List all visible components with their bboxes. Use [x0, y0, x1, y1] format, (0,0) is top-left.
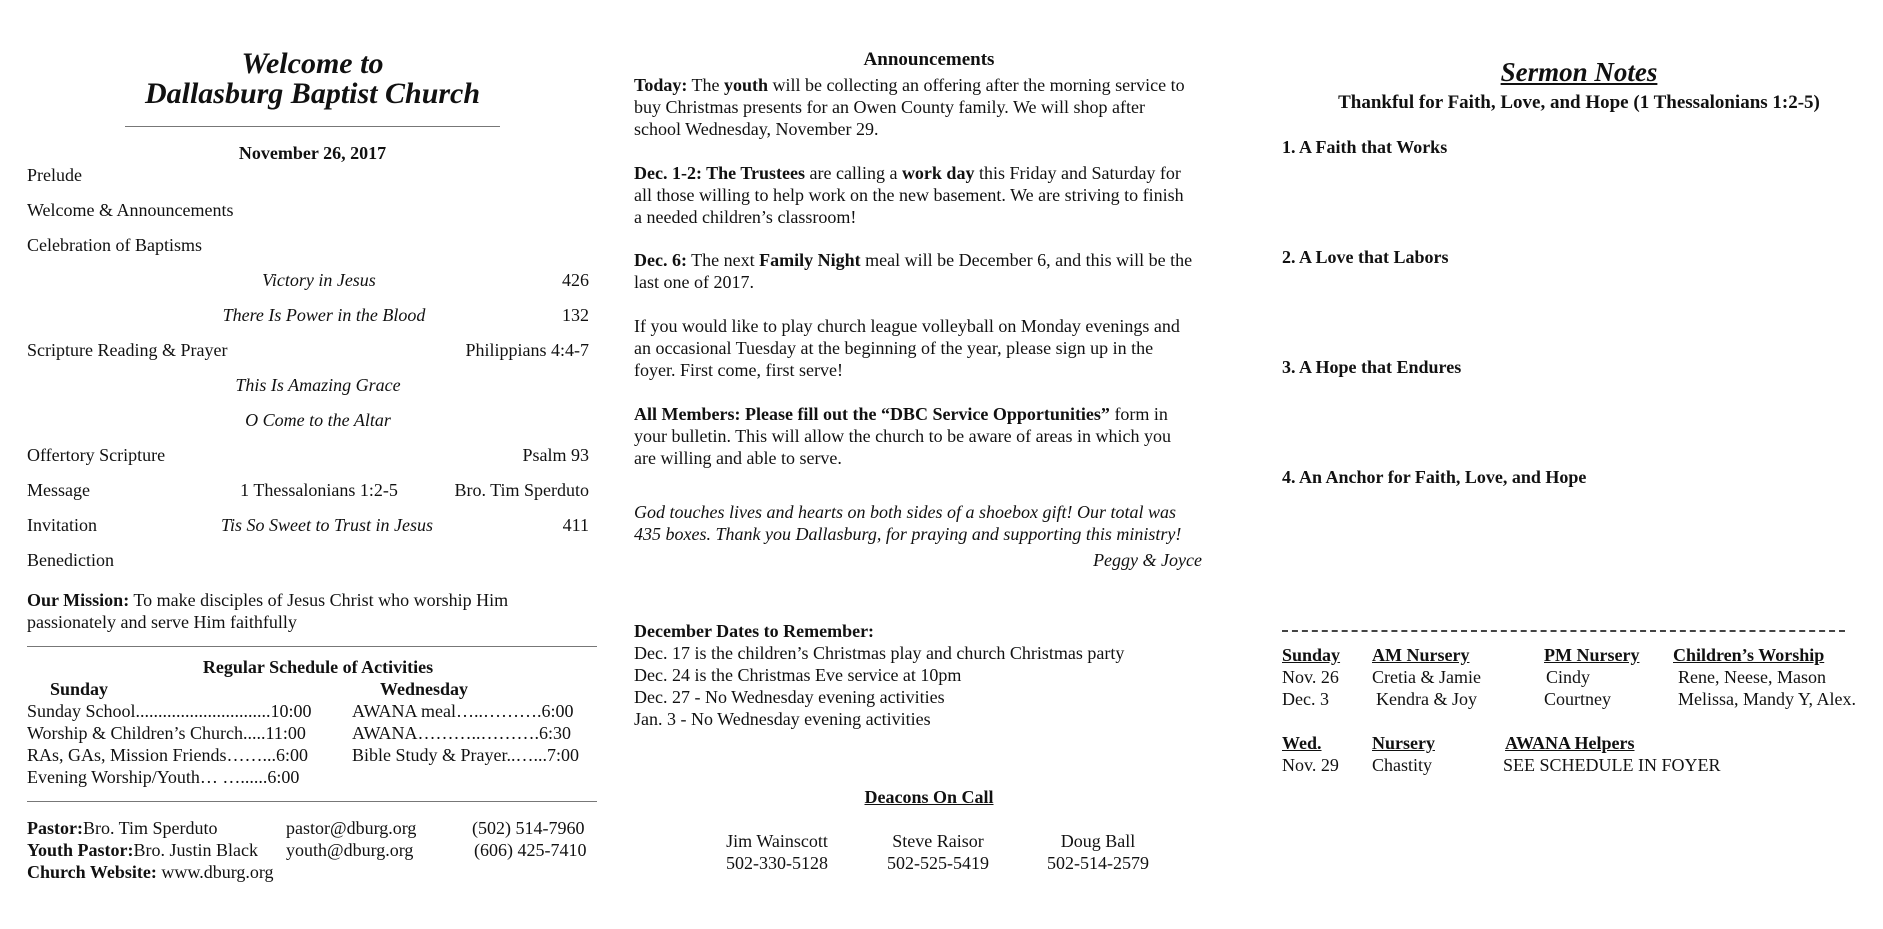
- schedule-item: Worship & Children’s Church.....11:00: [27, 723, 306, 743]
- sermon-subtitle: Thankful for Faith, Love, and Hope (1 Thessalonians 1:2-5): [1338, 92, 1820, 113]
- nursery-header: Children’s Worship: [1673, 645, 1825, 665]
- order-item-benediction: Benediction: [27, 550, 114, 570]
- order-item-scripture-reading: Scripture Reading & Prayer: [27, 340, 228, 360]
- order-item-invitation: Invitation: [27, 515, 97, 535]
- youth-pastor-phone: (606) 425-7410: [474, 840, 587, 860]
- sermon-point: 3. A Hope that Endures: [1282, 357, 1462, 377]
- nursery-cell: Nov. 26: [1282, 667, 1339, 687]
- announcement-volleyball: [634, 315, 1180, 381]
- announcement-label: Dec. 6:: [634, 250, 687, 270]
- schedule-title: Regular Schedule of Activities: [202, 657, 434, 677]
- deacon-entry: [726, 830, 828, 874]
- schedule-divider-top: [27, 646, 597, 647]
- nursery-cell: Melissa, Mandy Y, Alex.: [1678, 689, 1856, 709]
- pastor-email: pastor@dburg.org: [286, 818, 417, 838]
- youth-pastor-line: [27, 840, 258, 861]
- announcement-members: [634, 403, 1171, 469]
- welcome-title: [0, 49, 625, 109]
- announcement-text: are willing and able to serve.: [634, 448, 842, 468]
- mission-text: To make disciples of Jesus Christ who worship Him: [133, 590, 509, 610]
- deacon-phone: 502-514-2579: [1047, 853, 1149, 873]
- sermon-notes-title: Sermon Notes: [1500, 57, 1658, 87]
- nursery-cell: Kendra & Joy: [1376, 689, 1477, 709]
- schedule-item: Bible Study & Prayer..…...7:00: [352, 745, 579, 765]
- announcement-text: will be collecting an offering after the morning service to: [772, 75, 1185, 95]
- announcement-family-night: [634, 249, 1192, 293]
- website-link: www.dburg.org: [161, 862, 274, 882]
- order-item-hymn: This Is Amazing Grace: [235, 375, 401, 395]
- website-line: [27, 862, 274, 883]
- order-item-hymn-number: 426: [562, 270, 589, 290]
- helpers-cell: Nov. 29: [1282, 755, 1339, 775]
- deacon-phone: 502-330-5128: [726, 853, 828, 873]
- helpers-cell: Chastity: [1372, 755, 1433, 775]
- order-item-hymn: Tis So Sweet to Trust in Jesus: [220, 515, 434, 535]
- youth-pastor-label: Youth Pastor:: [27, 840, 134, 860]
- announcement-highlight: work day: [901, 163, 975, 183]
- sermon-point: 1. A Faith that Works: [1282, 137, 1448, 157]
- announcement-text: last one of 2017.: [634, 272, 754, 292]
- deacon-name: Steve Raisor: [892, 831, 984, 851]
- nursery-cell: Dec. 3: [1282, 689, 1329, 709]
- announcement-text: The: [691, 75, 720, 95]
- sermon-point: 2. A Love that Labors: [1282, 247, 1449, 267]
- announcement-text: 435 boxes. Thank you Dallasburg, for praying and supporting this ministry!: [634, 524, 1182, 544]
- nursery-header: PM Nursery: [1544, 645, 1640, 665]
- announcement-label: Dec. 1-2: The Trustees: [634, 163, 805, 183]
- date-item: Jan. 3 - No Wednesday evening activities: [634, 709, 931, 729]
- announcement-text: your bulletin. This will allow the church to be aware of areas in which you: [634, 426, 1172, 446]
- order-item-offertory-ref: Psalm 93: [522, 445, 589, 465]
- announcement-text: The next: [691, 250, 755, 270]
- notes-divider: [1282, 630, 1845, 632]
- mission-statement: [27, 589, 508, 633]
- mission-text: passionately and serve Him faithfully: [27, 612, 297, 632]
- nursery-cell: Courtney: [1544, 689, 1611, 709]
- date-item: Dec. 17 is the children’s Christmas play and church Christmas party: [634, 643, 1125, 663]
- announcement-text: form in: [1114, 404, 1168, 424]
- helpers-header: AWANA Helpers: [1505, 733, 1635, 753]
- website-label: Church Website:: [27, 862, 157, 882]
- announcement-text: school Wednesday, November 29.: [634, 119, 879, 139]
- welcome-divider: [125, 126, 500, 127]
- schedule-divider-bottom: [27, 801, 597, 802]
- announcement-highlight: Family Night: [759, 250, 861, 270]
- sermon-point: 4. An Anchor for Faith, Love, and Hope: [1282, 467, 1587, 487]
- nursery-header: AM Nursery: [1372, 645, 1470, 665]
- order-item-baptisms: Celebration of Baptisms: [27, 235, 202, 255]
- deacon-entry: [887, 830, 989, 874]
- nursery-header: Sunday: [1282, 645, 1341, 665]
- order-item-welcome: Welcome & Announcements: [27, 200, 234, 220]
- sunday-heading: Sunday: [50, 679, 109, 699]
- schedule-item: Sunday School..............................10:00: [27, 701, 312, 721]
- announcement-text: foyer. First come, first serve!: [634, 360, 843, 380]
- pastor-phone: (502) 514-7960: [472, 818, 585, 838]
- announcement-text: buy Christmas presents for an Owen County family. We will shop after: [634, 97, 1145, 117]
- order-item-hymn: Victory in Jesus: [262, 270, 376, 290]
- schedule-item: Evening Worship/Youth… …......6:00: [27, 767, 300, 787]
- order-item-scripture-ref: Philippians 4:4-7: [465, 340, 589, 360]
- order-item-hymn-number: 132: [562, 305, 589, 325]
- helpers-cell: SEE SCHEDULE IN FOYER: [1503, 755, 1721, 775]
- pastor-line: [27, 818, 218, 839]
- announcement-text: are calling a: [809, 163, 898, 183]
- deacons-title: Deacons On Call: [864, 787, 994, 807]
- helpers-header: Nursery: [1372, 733, 1435, 753]
- mission-label: Our Mission:: [27, 590, 130, 610]
- announcement-text: this Friday and Saturday for: [978, 163, 1181, 183]
- pastor-name: Bro. Tim Sperduto: [82, 818, 218, 838]
- announcements-title: Announcements: [863, 49, 995, 70]
- announcement-text: meal will be December 6, and this will be the: [865, 250, 1193, 270]
- nursery-cell: Rene, Neese, Mason: [1678, 667, 1826, 687]
- announcement-text: If you would like to play church league volleyball on Monday evenings and: [634, 316, 1180, 336]
- order-item-prelude: Prelude: [27, 165, 82, 185]
- pastor-label: Pastor:: [27, 818, 83, 838]
- order-item-hymn-number: 411: [562, 515, 589, 535]
- order-item-hymn: There Is Power in the Blood: [222, 305, 426, 325]
- announcement-highlight: youth: [724, 75, 769, 95]
- announcement-trustees: [634, 162, 1184, 228]
- helpers-header: Wed.: [1282, 733, 1322, 753]
- announcement-text: an occasional Tuesday at the beginning of the year, please sign up in the: [634, 338, 1154, 358]
- welcome-line-2: Dallasburg Baptist Church: [144, 77, 481, 110]
- schedule-item: AWANA………..……….6:30: [352, 723, 572, 743]
- deacon-name: Doug Ball: [1060, 831, 1136, 851]
- announcement-label: Today:: [634, 75, 688, 95]
- nursery-cell: Cindy: [1546, 667, 1591, 687]
- wednesday-heading: Wednesday: [380, 679, 469, 699]
- december-dates: [634, 620, 1124, 730]
- youth-pastor-email: youth@dburg.org: [286, 840, 414, 860]
- service-date: November 26, 2017: [238, 143, 387, 163]
- order-item-message: Message: [27, 480, 90, 500]
- deacon-phone: 502-525-5419: [887, 853, 989, 873]
- order-item-message-speaker: Bro. Tim Sperduto: [454, 480, 589, 500]
- schedule-item: AWANA meal…..……….6:00: [352, 701, 574, 721]
- youth-pastor-name: Bro. Justin Black: [133, 840, 258, 860]
- schedule-item: RAs, GAs, Mission Friends……...6:00: [27, 745, 309, 765]
- announcement-text: God touches lives and hearts on both sides of a shoebox gift! Our total was: [634, 502, 1176, 522]
- shoebox-signature: Peggy & Joyce: [1093, 550, 1202, 570]
- announcement-text: a needed children’s classroom!: [634, 207, 857, 227]
- announcement-today: [634, 74, 1185, 140]
- announcement-text: all those willing to help work on the new basement. We are striving to finish: [634, 185, 1184, 205]
- dates-title: December Dates to Remember:: [634, 621, 875, 641]
- date-item: Dec. 24 is the Christmas Eve service at 10pm: [634, 665, 962, 685]
- deacon-name: Jim Wainscott: [726, 831, 828, 851]
- deacon-entry: [1047, 830, 1149, 874]
- order-item-message-text: 1 Thessalonians 1:2-5: [240, 480, 398, 500]
- announcement-shoebox: [634, 501, 1181, 545]
- welcome-line-1: Welcome to: [241, 47, 384, 80]
- announcement-label: All Members: Please fill out the “DBC Service Opportunities”: [634, 404, 1110, 424]
- date-item: Dec. 27 - No Wednesday evening activities: [634, 687, 945, 707]
- order-item-offertory: Offertory Scripture: [27, 445, 166, 465]
- nursery-cell: Cretia & Jamie: [1372, 667, 1481, 687]
- order-item-hymn: O Come to the Altar: [245, 410, 391, 430]
